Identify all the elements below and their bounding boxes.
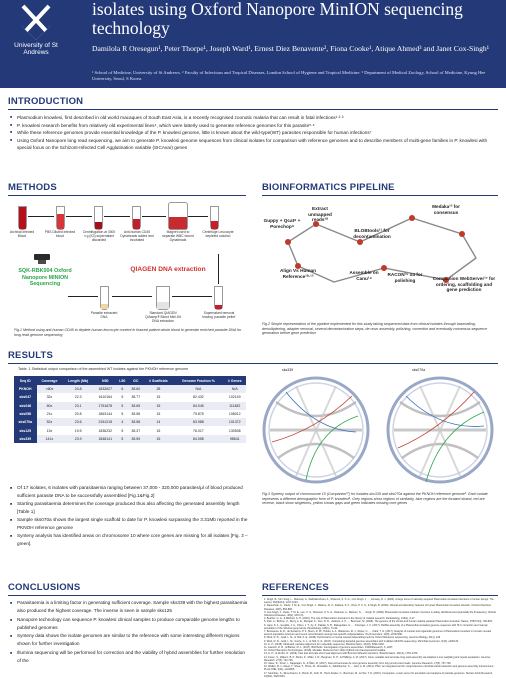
pipeline-node: Medaka¹² for consensus xyxy=(432,204,460,215)
minion-base-icon xyxy=(38,260,46,264)
pipeline-node: RACON¹⁵ x4 for polishing xyxy=(387,272,423,283)
table-header-row xyxy=(14,376,246,385)
results-table xyxy=(14,376,246,443)
table-cell: sks339 xyxy=(14,435,37,443)
intro-bullet: ■ While these reference genomes provide essential knowledge of the P. knowlesi genome, little is known about the wild-type(WT) parasites responsible for human infections⁷ xyxy=(10,129,498,137)
pipeline-node: Companion WebServer¹⁷ for ordering, scaffolding and gene prediction xyxy=(432,276,496,293)
pipeline-node: Extract unmapped reads¹⁰ xyxy=(308,206,332,223)
table-header: N50 xyxy=(94,376,117,385)
table-cell: 4 xyxy=(117,418,129,426)
intro-bullet: ■ Using Oxford Nanopore long read sequencing, we aim to generate P. knowlesi genome sequences from clinical isolates for comparison with reference genomes and to describe members of multi-gene families in P. knowlesi with special focus on the Schizont-Infected Cell Agglutination variable (SICAvar) genes xyxy=(10,137,498,152)
tube-icon xyxy=(210,206,219,230)
circos-plot-sks070a xyxy=(380,372,500,488)
table-row xyxy=(14,393,246,401)
table-cell: 5 xyxy=(117,435,129,443)
tube-icon xyxy=(100,286,109,310)
reference-item: 12. Oxford Nanopore Technologies. (2018). Medaka. Retrieved from https://github.com/nanoporetech/medaka xyxy=(264,649,386,653)
table-cell: 76.017 xyxy=(193,428,204,433)
pipeline-node: BLOBtools¹¹ for decontamination xyxy=(353,228,391,239)
table-header: Seq ID xyxy=(14,376,37,385)
table-cell: 1848141 xyxy=(94,435,117,443)
arrow-icon xyxy=(188,216,208,217)
step-label: Archival Infected Blood xyxy=(9,230,35,238)
pipeline-heading: BIOINFORMATICS PIPELINE xyxy=(262,182,395,193)
pipeline-divider xyxy=(262,195,498,196)
references-heading: REFERENCES xyxy=(262,582,329,593)
table-cell: 102149 xyxy=(228,395,241,400)
table-cell: sks047 xyxy=(14,393,37,401)
reference-item: 6. Lapp, S. A., Geraldo, J. A., Chien, J. T., Ay, F., Pakala, S. B., Batugedara, G., ... Kissinger, J. C. (2017). PacBio assembly of a Plasmodium knowlesi genome sequence with Hi-C correction and manual annotation of the SICAvar gene family. Parasitology, 145(1), 71-84. xyxy=(264,623,488,630)
pipeline-dot xyxy=(285,239,291,245)
table-row xyxy=(14,418,246,426)
table-row xyxy=(14,402,246,410)
table-cell: 28 xyxy=(144,385,174,393)
tube-icon xyxy=(214,286,223,310)
logo-text: University of St Andrews xyxy=(14,42,58,56)
table-cell: 84.058 xyxy=(173,435,223,443)
intro-bullet: ■ Plasmodium knowlesi, first described in old world macaques of South East Asia, is a recently recognised zoonotic malaria that can result in fatal infections¹·²·³ xyxy=(10,114,498,122)
table-cell: 82.432 xyxy=(193,395,204,400)
fig3-caption: Fig.3 Synteny output of chromosome 10 (Companion¹⁷) for isolates sks339 and sks070a against the PKNOH reference genome⁶. Each isolate represents a different demographic form of P. knowlesi⁸. Grey regions show regions of similarity, blue regions are the forward strand, red are reverse, black show singletons, yellow shows gaps and green indicates missing core genes xyxy=(262,492,488,506)
step-label: Centrifuge Leucocyte depleted solution xyxy=(202,230,234,238)
table-header: L50 xyxy=(117,376,129,385)
table-cell: 6 xyxy=(117,385,129,393)
references-list xyxy=(264,598,496,678)
circos-plot-sks339 xyxy=(256,372,376,488)
table-cell: 108012 xyxy=(228,412,241,417)
results-bullet: ■ Synteny analysis has identified areas on chromosome 10 where core genes are missing for all isolates [Fig. 3 – green]. xyxy=(10,532,250,548)
arrow-icon xyxy=(66,216,92,217)
table-cell: 101372 xyxy=(223,418,246,426)
reference-item: 10. Li, H. (2018). Minimap2: pairwise alignment for nucleotide sequences. Bioinformatics, 34(18), 3094-3100. xyxy=(264,642,385,646)
table-cell: 141x xyxy=(37,435,63,443)
table-cell: 5 xyxy=(121,395,124,400)
results-bullets xyxy=(10,484,250,548)
introduction-divider xyxy=(8,109,498,110)
conclusions-divider xyxy=(8,595,246,596)
table-cell: N/A xyxy=(173,385,223,393)
table-cell: 98641 xyxy=(223,435,246,443)
conclusion-bullet: ■ Nanopore technology can sequence P. knowlesi clinical samples to produce comparable genome lengths to published genomes xyxy=(10,616,250,633)
pipeline-node: Align Vs Human Reference¹⁰·¹³ xyxy=(280,268,316,279)
pipeline-node: Assemble on Canu¹⁴ xyxy=(349,270,379,281)
pipeline-node: Guppy + Qcat⁸ + Porechop⁹ xyxy=(263,218,301,229)
table-cell: 60x xyxy=(37,402,63,410)
introduction-heading: INTRODUCTION xyxy=(8,96,84,107)
table-cell: 15 xyxy=(156,428,161,433)
table-cell: 15 xyxy=(156,412,161,417)
poster-title: isolates using Oxford Nanopore MinION sequencing technology xyxy=(92,0,463,38)
table-cell: 111482 xyxy=(223,402,246,410)
table-cell: 130538 xyxy=(228,428,241,433)
reference-item: 16. Walker, B. J., Abeel, T., Shea, T., Priest, M., Abouelliel, A., Sakthikumar, S., ... Earl, A. M. (2014). Pilon: an integrated tool for comprehensive microbial variant detection and genome assembly improvement. PLoS ONE, 9(11), e112963. xyxy=(264,665,495,672)
table-cell: 83.988 xyxy=(173,418,223,426)
tube-icon xyxy=(94,206,103,230)
table-cell: sks125 xyxy=(14,426,37,434)
pipeline-dot xyxy=(459,231,465,237)
table-cell: 5 xyxy=(121,412,124,417)
table-cell: 84.045 xyxy=(173,402,223,410)
table-cell: 1863144 xyxy=(98,412,113,417)
tube-icon xyxy=(18,206,27,230)
reference-item: 4. Butcher, G. A., & Mitchell, G. H. (2016). The role of Plasmodium knowlesi in the history of malaria research. Parasitology, 145(1), 6-17. xyxy=(264,617,416,621)
table-header: # Scaffolds xyxy=(144,376,174,385)
table-cell: 38.58 xyxy=(131,412,141,417)
table-cell: 5 xyxy=(121,428,124,433)
poster-authors: Damilola R Oresegun¹, Peter Thorpe¹, Joseph Ward¹, Ernest Diez Benavente², Fiona Cooke¹, Atique Ahmed³ and Janet Cox-Singh¹ xyxy=(92,44,489,53)
table-cell: N/A xyxy=(223,385,246,393)
table-cell: 52x xyxy=(37,418,63,426)
step-label: Magnet used to separate WBC bound Dynabeads xyxy=(162,230,194,242)
tube-icon xyxy=(56,206,65,230)
fig2-caption: Fig.2 Simple representation of the pipeline implemented for this study taking sequenced data from clinical isolates through basecalling, demultiplexing, adapter removal, several decontamination steps, de novo assembly, polishing, correction and eventually consensus sequence generation before gene prediction xyxy=(262,322,488,336)
arrow-icon xyxy=(28,216,54,217)
arrow-icon xyxy=(112,296,152,297)
arrow-icon xyxy=(172,296,212,297)
reference-item: 17. Steinbiss, S., Silva-Franco, F., Brunk, B., Foth, B., Hertz-Fowler, C., Berriman, M., & Otto, T. D. (2016). Companion: a web server for annotation and analysis of parasite genomes. Nucleic Acids Research, 44(W1), W29-W34. xyxy=(264,671,493,678)
step-label: Parasite extracted DNA xyxy=(90,311,118,319)
pipeline-dot xyxy=(357,239,363,245)
reference-item: 11. Laetsch, D. R., & Blaxter, M. L. (2017). BlobTools: Interrogation of genome assemblies. F1000Research, 6, 1287. xyxy=(264,646,394,650)
table-header: Coverage xyxy=(37,376,63,385)
table-cell: 19.5 xyxy=(74,428,82,433)
results-divider xyxy=(8,363,498,364)
results-bullet: ■ Starting parasitaemia determines the coverage produced thus also affecting the generated assembly length [Table 1] xyxy=(10,500,250,516)
table-cell: 15 xyxy=(144,435,174,443)
conclusion-bullet: ■ Illumina sequencing will be performed for correction and the viability of hybrid assemblies for further resolution of the xyxy=(10,649,250,666)
table-cell: 21x xyxy=(46,412,53,417)
poster-affiliations: ¹ School of Medicine, University of St Andrews. ² Faculty of Infectious and Tropical Diseases, London School of Hygiene and Tropical Medicine. ³ Department of Medical Zoology, School of Medicine, Kyung Hee University, Seoul, S Korea. xyxy=(92,70,486,81)
fig1-caption: Fig.1 Method using anti-human CD45 to deplete human leucocyte content in thawed patient whole blood to generate enriched parasite DNA for long read genome sequencing xyxy=(14,328,242,337)
table-cell: 5 xyxy=(117,402,129,410)
arrow-icon xyxy=(218,254,219,284)
arrow-icon xyxy=(104,216,130,217)
reference-item: 2. Daneshvar, C., Davis, T. M. E., Cox-Singh, J., Rafa'ee, M. Z., Zakaria, S. K., Divis, P. C. S., & Singh, B. (2009). Clinical and laboratory features of human Plasmodium knowlesi infection. Clinical Infectious Diseases, 49(6), 852-860. xyxy=(264,604,491,611)
table-cell: 1751678 xyxy=(94,402,117,410)
reference-item: 9. Wick, R. R., Judd, L. M., Gorrie, C. L., & Holt, K. E. (2017). Completing bacterial genome assemblies with multiplex MinION sequencing. Microbial Genomics, 3(10), e000132. xyxy=(264,639,459,643)
table-cell: 13x xyxy=(46,428,53,433)
table-cell: 24.8 xyxy=(62,385,94,393)
introduction-bullets xyxy=(10,114,498,152)
arrow-icon xyxy=(142,216,166,217)
table-row xyxy=(14,426,246,434)
magnet-icon xyxy=(168,202,188,230)
conclusion-bullet: ■ Synteny data shows the isolate genomes are similar to the reference with some interesting different regions shown for further investigation xyxy=(10,632,250,649)
shield-icon xyxy=(21,4,51,40)
table-cell: 1832627 xyxy=(94,385,117,393)
step-label: Centrifugation at 3000 x g (K3) supernatant discarded xyxy=(82,230,116,242)
reference-item: 8. Wick, R. R., Judd, L. M., & Holt, K. E. (2019). Performance of neural network basecalling tools for Oxford Nanopore sequencing. Genome Biology, 20(1), 129. xyxy=(264,636,441,640)
table-cell: 38.59 xyxy=(128,435,143,443)
results-bullet: ■ Sample sks070a shows the largest single scaffold to date for P. knowlesi surpassing the 3.31Mb reported in the PKNOH reference genome xyxy=(10,516,250,532)
arrow-icon xyxy=(68,296,98,297)
table-cell: 20.8 xyxy=(74,412,82,417)
qiagen-label: QIAGEN DNA extraction xyxy=(130,266,206,273)
table-cell: 2151215 xyxy=(94,418,117,426)
methods-figure xyxy=(8,196,246,344)
reference-item: 14. Koren, S., Walenz, B. P., Berlin, K., Miller, J. R., Bergman, N. H., & Phillippy, A. M. (2017). Canu: scalable and accurate long-read assembly via adaptive k-mer weighting and repeat separation. Genome Research, 27(5), 722-736. xyxy=(264,655,491,662)
table-header: GC xyxy=(128,376,143,385)
table-cell: 1610164 xyxy=(98,395,113,400)
circos-label: sks070a xyxy=(412,368,426,372)
table-cell: 1836232 xyxy=(98,428,113,433)
table-header: Genome Fraction % xyxy=(173,376,223,385)
step-label: Anti-human CD45 Dynabeads added and incubated xyxy=(120,230,154,242)
table-cell: 38.77 xyxy=(131,395,141,400)
tube-icon xyxy=(132,206,141,230)
table-cell: 32x xyxy=(46,395,53,400)
table-cell: 23.9 xyxy=(62,435,94,443)
table-cell: 22.3 xyxy=(74,395,82,400)
tube-icon xyxy=(156,286,170,310)
step-label: Supernatant removal leaving 'parasite pellet' xyxy=(202,311,236,319)
table-cell: sks048 xyxy=(14,402,37,410)
conclusion-bullet: ■ Parasitaemia is a limiting factor in generating sufficient coverage. Sample sks339 with the highest parasitaemia also produced the highest coverage. The inverse is seen in sample sks125 xyxy=(10,599,250,616)
conclusions-bullets xyxy=(10,599,250,665)
table-cell: <60x xyxy=(37,385,63,393)
methods-heading: METHODS xyxy=(8,182,57,193)
table-cell: sks058 xyxy=(14,410,37,418)
oxford-nanopore-label: SQK-RBK004 Oxford Nanopore MINION Sequencing xyxy=(18,268,72,287)
pipeline-dot xyxy=(409,215,415,221)
table-cell: 38.65 xyxy=(128,402,143,410)
table-header: Length (Mb) xyxy=(62,376,94,385)
table-row xyxy=(14,385,246,393)
table-header: # Genes xyxy=(223,376,246,385)
reference-item: 1. Singh, B., Kim Sung, L., Matusop, A., Radhakrishnan, A., Shamsul, S. S. G., Cox-Singh, J., ... Conway, D. J. (2004). A large focus of naturally acquired Plasmodium knowlesi infections in human beings. The Lancet, 363(9414), 1017-1024. xyxy=(264,598,494,605)
table-row xyxy=(14,410,246,418)
references-divider xyxy=(262,595,498,596)
reference-item: 5. Pain, A., Böhme, U., Berry, A. E., Mungall, K., Finn, R. D., Jackson, A. P., ... Berriman, M. (2008). The genome of the simian and human malaria parasite Plasmodium knowlesi. Nature, 455(7214), 799-803. xyxy=(264,620,493,624)
table-cell: sks070a xyxy=(14,418,37,426)
reference-item: 3. Cox-Singh, J., Davis, T. M. E., Lee, K. S., Shamsul, S. S. G., Matusop, A., Ratnam, S., ... Singh, B. (2008). Plasmodium knowlesi malaria in humans is widely distributed and potentially life threatening. Clinical Infectious Diseases, 46(2), 165-171. xyxy=(264,610,496,618)
conclusions-heading: CONCLUSIONS xyxy=(8,582,81,593)
table-cell: 38.37 xyxy=(131,428,141,433)
pipeline-diagram xyxy=(262,198,498,316)
table1-caption: Table. 1 Statistical output comparison of the assembled WT isolates against the PKNOH reference genome xyxy=(18,367,189,371)
poster-header xyxy=(0,0,506,88)
reference-item: 7. Benavente, E. D., de Sessions, P. F., Moon, R. W., Holder, A. A., Blackman, M. J., Roper, C., ... Clark, T. G. (2017). Analysis of nuclear and organellar genomes of Plasmodium knowlesi in humans reveals ancient population structure and recent recombination among host-specific subpopulations. PLoS Genetics, 13(9), e1007008. xyxy=(264,630,492,637)
intro-bullet: ■ P. knowlesi research benefits from relatively old experimental lines⁴, which were latterly used to generate reference genomes for this parasite⁵·⁶ xyxy=(10,122,498,130)
table-cell: PKNOH xyxy=(14,385,37,393)
table-cell: 23.1 xyxy=(62,402,94,410)
step-label: PBS Diluted infected blood xyxy=(44,230,76,238)
results-heading: RESULTS xyxy=(8,350,54,361)
table-cell: 38.58 xyxy=(128,418,143,426)
step-label: Standard QIAGEN QIAamp® Blood Mini-Kit DNA extraction xyxy=(145,311,181,323)
university-logo xyxy=(8,4,64,76)
table-cell: 15 xyxy=(156,395,161,400)
table-row xyxy=(14,435,246,443)
table-cell: 15 xyxy=(144,402,174,410)
reference-item: 15. Vaser, R., Sović, I., Nagarajan, N., & Šikić, M. (2017). Fast and accurate de novo genome assembly from long uncorrected reads. Genome Research, 27(5), 737-746. xyxy=(264,662,452,666)
table-cell: 14 xyxy=(144,418,174,426)
results-bullet: ■ Of 17 isolates, 6 isolates with parasitaemia ranging between 37,000 - 320,000 parasites/μl of blood produced sufficient parasite DNA to be successfully assembled [Fig.1&Fig.2] xyxy=(10,484,250,500)
table-cell: 38.60 xyxy=(128,385,143,393)
table-cell: 79.875 xyxy=(193,412,204,417)
saltire-icon xyxy=(21,4,51,40)
reference-item: 13. Li, H., & Durbin, R. (2009). Fast and accurate short read alignment with Burrows-Wheeler transform. Bioinformatics, 25(14), 1754-1760. xyxy=(264,652,418,656)
circos-label: sks339 xyxy=(282,368,294,372)
table-cell: 23.6 xyxy=(62,418,94,426)
